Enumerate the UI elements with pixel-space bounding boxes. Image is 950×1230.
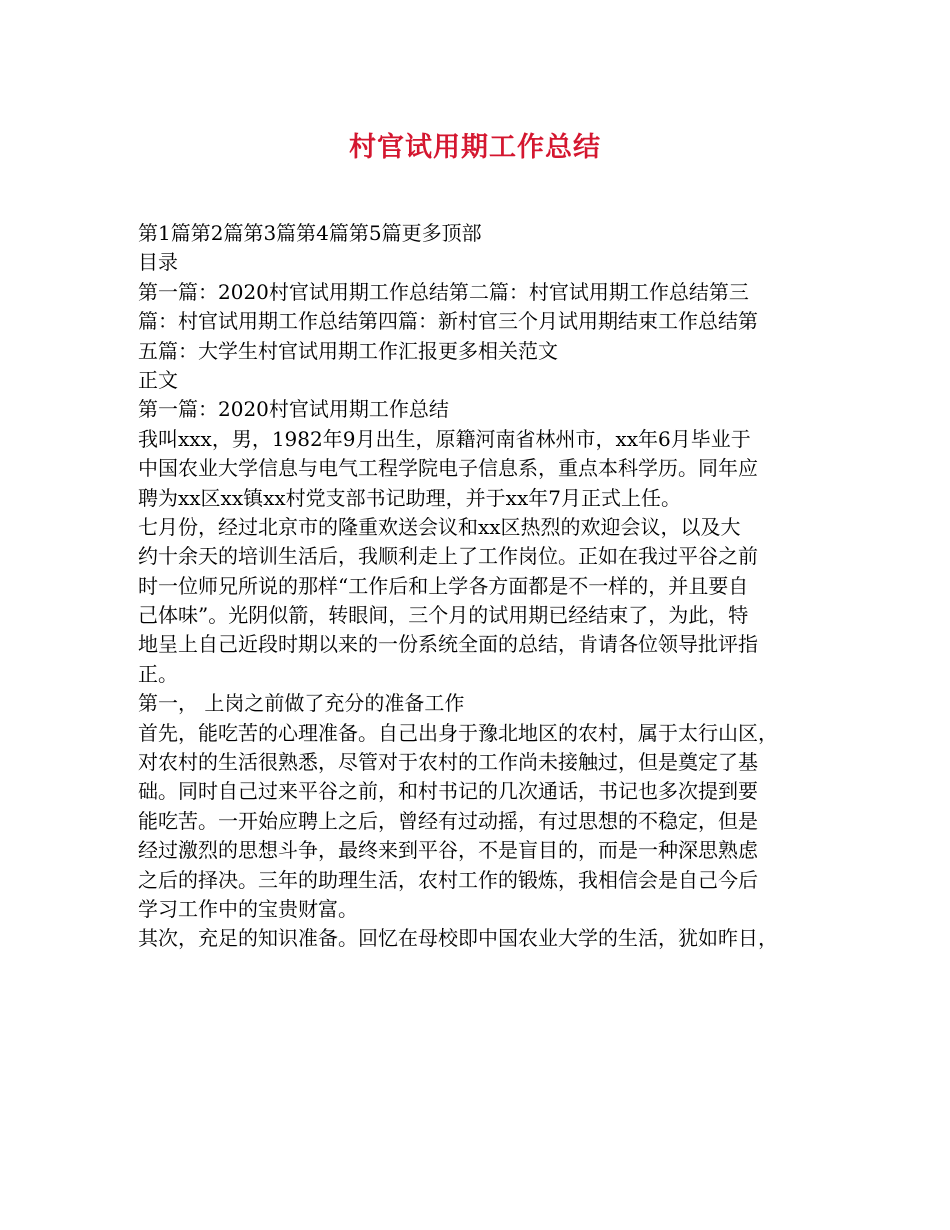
text-line: 地呈上自己近段时期以来的一份系统全面的总结，肯请各位领导批评指: [138, 632, 758, 657]
text-line: 目录: [138, 250, 178, 275]
text-line: 正。: [138, 661, 178, 686]
text-line: 七月份，经过北京市的隆重欢送会议和xx区热烈的欢迎会议，以及大: [138, 514, 741, 539]
text-line: 中国农业大学信息与电气工程学院电子信息系，重点本科学历。同年应: [138, 456, 758, 481]
document-body: [138, 219, 818, 954]
text-line: 五篇：大学生村官试用期工作汇报更多相关范文: [138, 338, 558, 363]
text-line: 第一篇：2020村官试用期工作总结: [138, 397, 449, 422]
text-line: 约十余天的培训生活后，我顺利走上了工作岗位。正如在我过平谷之前: [138, 544, 758, 569]
text-line: 础。同时自己过来平谷之前，和村书记的几次通话，书记也多次提到要: [138, 779, 758, 804]
text-line: 其次，充足的知识准备。回忆在母校即中国农业大学的生活，犹如昨日，: [138, 926, 778, 951]
text-line: 我叫xxx，男，1982年9月出生，原籍河南省林州市，xx年6月毕业于: [138, 426, 751, 451]
text-line: 第一篇：2020村官试用期工作总结第二篇：村官试用期工作总结第三: [138, 279, 749, 304]
text-line: 学习工作中的宝贵财富。: [138, 896, 358, 921]
text-line: 经过激烈的思想斗争，最终来到平谷，不是盲目的，而是一种深思熟虑: [138, 838, 758, 863]
text-line: 首先，能吃苦的心理准备。自己出身于豫北地区的农村，属于太行山区，: [138, 720, 778, 745]
text-line: 聘为xx区xx镇xx村党支部书记助理，并于xx年7月正式上任。: [138, 485, 681, 510]
text-line: 第一， 上岗之前做了充分的准备工作: [138, 691, 465, 716]
text-line: 第1篇第2篇第3篇第4篇第5篇更多顶部: [138, 221, 482, 245]
document-title: 村官试用期工作总结: [349, 132, 601, 163]
text-line: 能吃苦。一开始应聘上之后，曾经有过动摇，有过思想的不稳定，但是: [138, 808, 758, 833]
text-line: 己体味”。光阴似箭，转眼间，三个月的试用期已经结束了，为此，特: [138, 603, 749, 628]
text-line: 篇：村官试用期工作总结第四篇：新村官三个月试用期结束工作总结第: [138, 309, 758, 334]
text-line: 时一位师兄所说的那样“工作后和上学各方面都是不一样的，并且要自: [138, 573, 749, 598]
text-line: 对农村的生活很熟悉，尽管对于农村的工作尚未接触过，但是奠定了基: [138, 750, 758, 775]
text-line: 之后的择决。三年的助理生活，农村工作的锻炼，我相信会是自己今后: [138, 867, 758, 892]
text-line: 正文: [138, 367, 178, 392]
